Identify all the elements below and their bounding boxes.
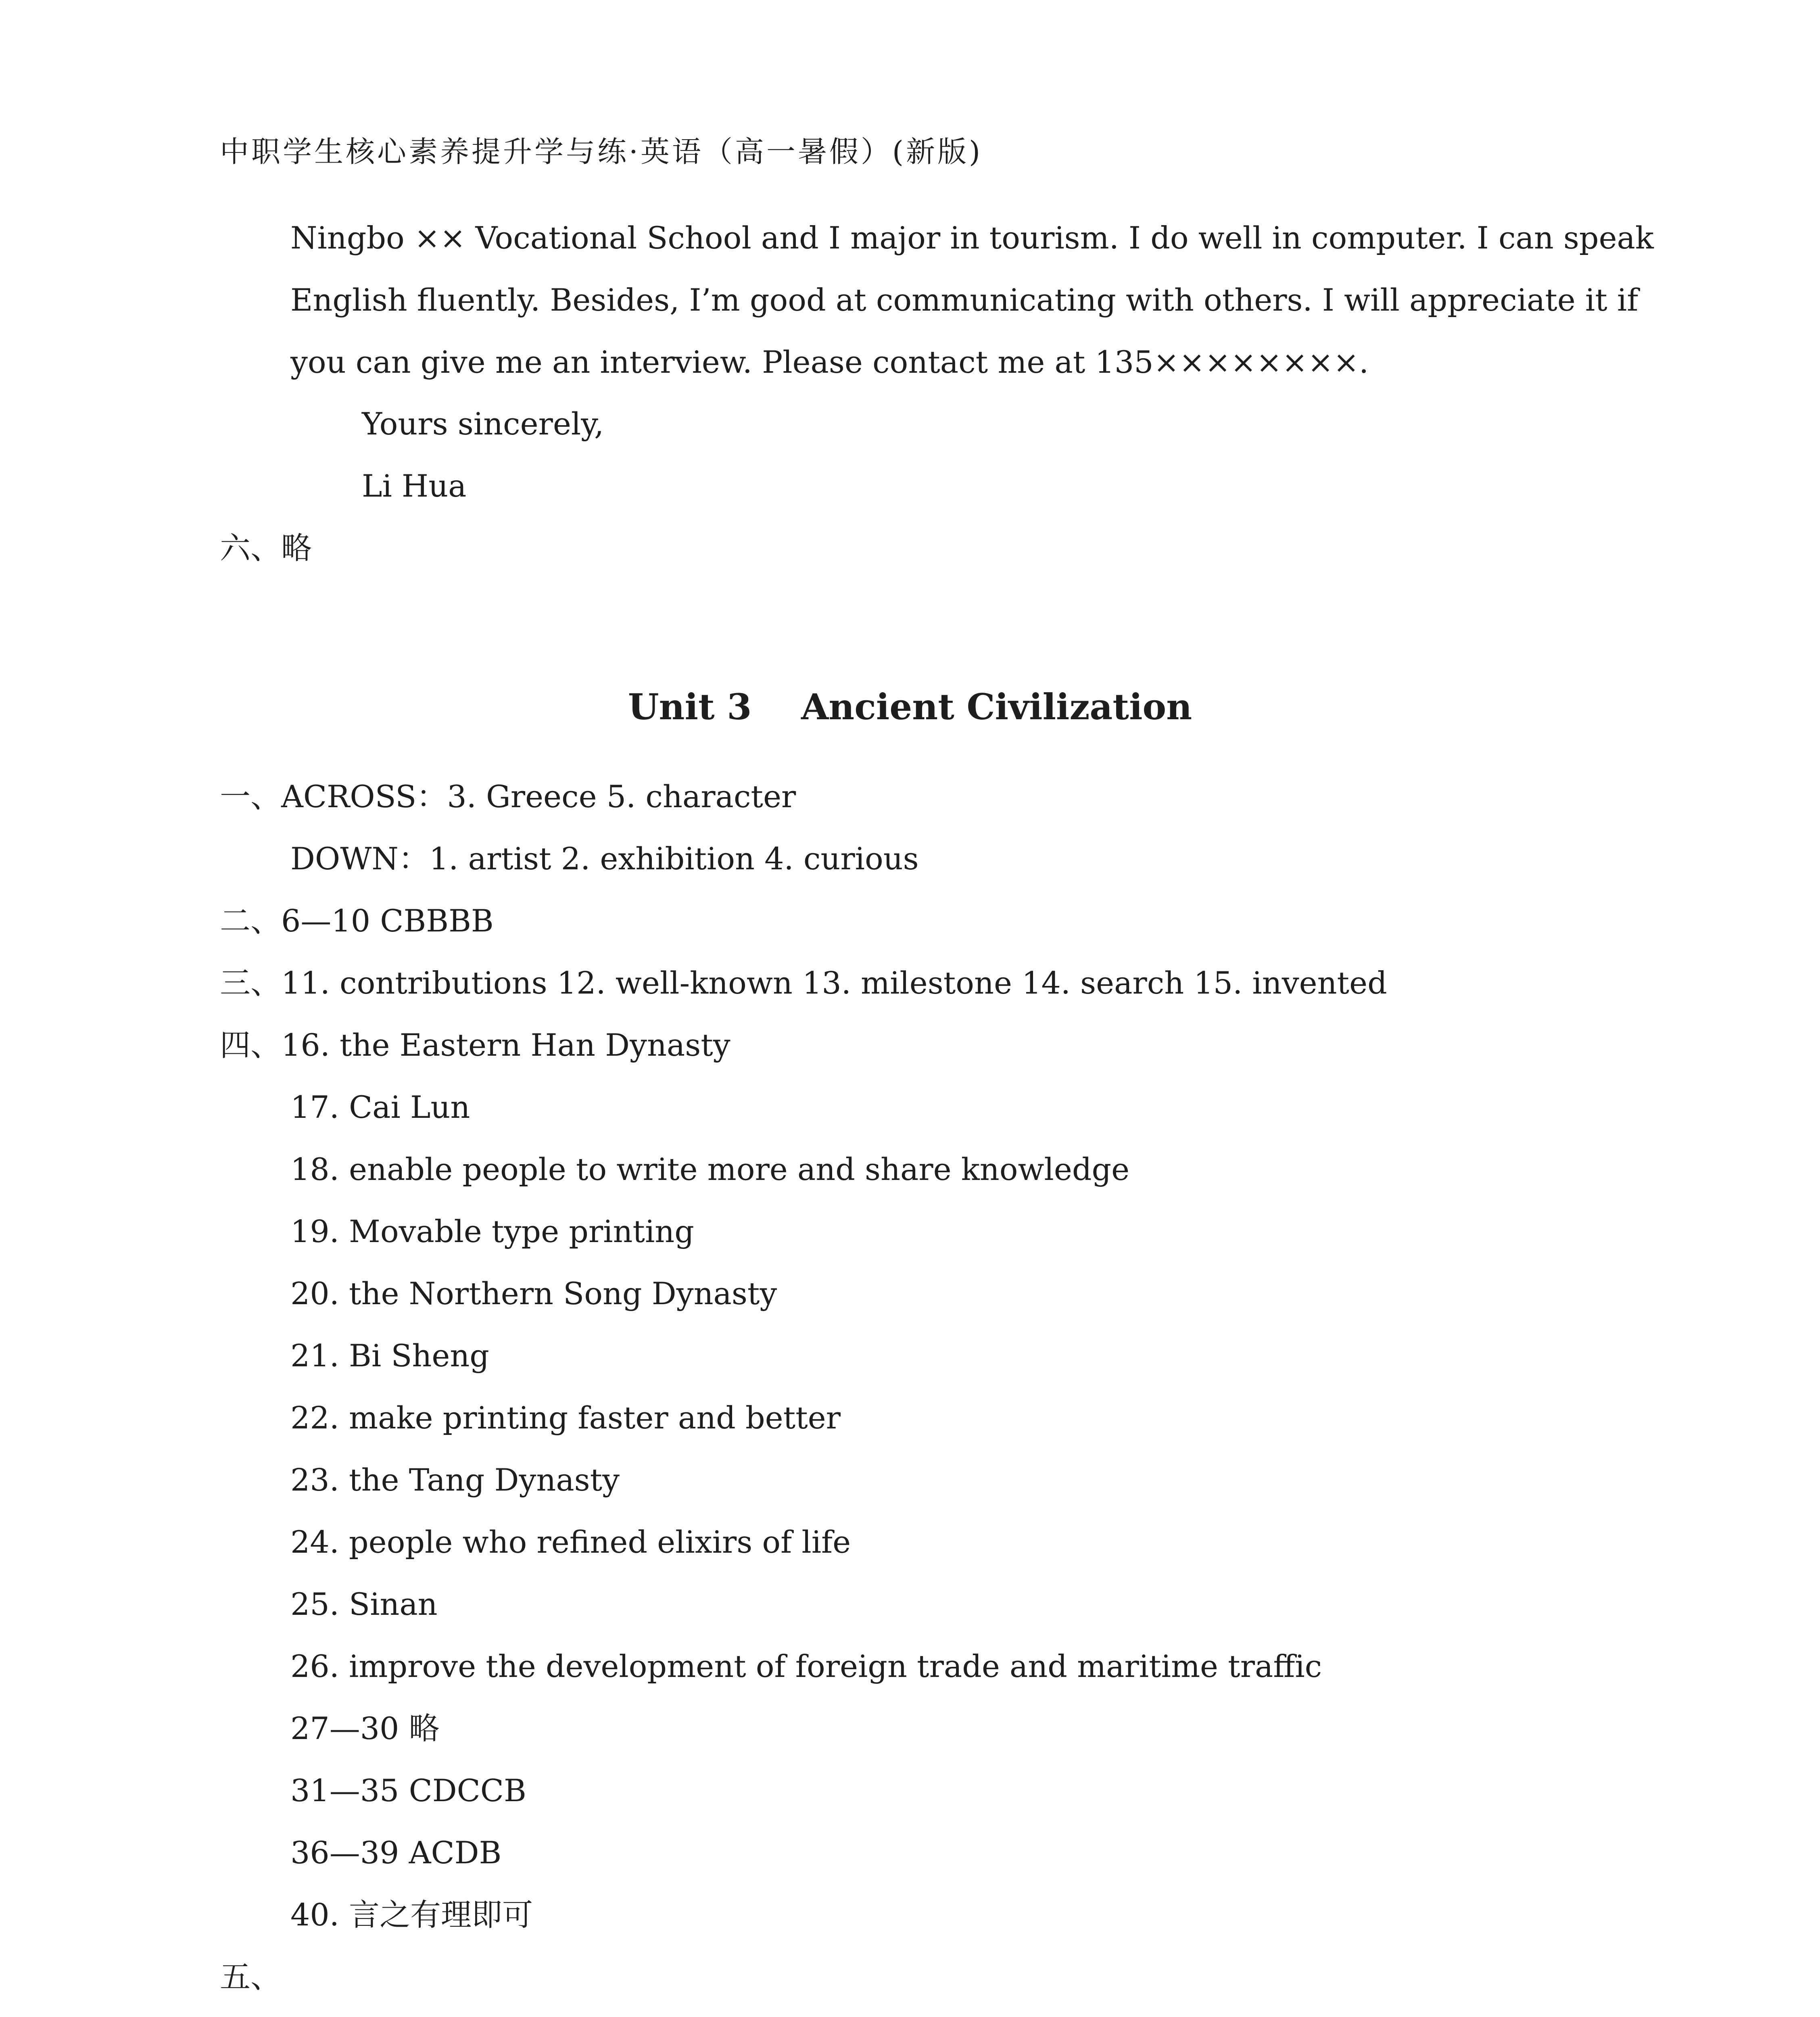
answer-item: 40. 言之有理即可 xyxy=(290,1897,533,1933)
answer-item: 25. Sinan xyxy=(290,1586,438,1622)
answer-item: 17. Cai Lun xyxy=(290,1089,470,1125)
letter-signature: Li Hua xyxy=(362,468,467,504)
answer-item: 21. Bi Sheng xyxy=(290,1338,489,1374)
answer-item-16: 四、16. the Eastern Han Dynasty xyxy=(220,1027,731,1063)
answer-item: 19. Movable type printing xyxy=(290,1213,694,1249)
answer-item: 24. people who refined elixirs of life xyxy=(290,1524,851,1560)
running-header: 中职学生核心素养提升学与练·英语（高一暑假）(新版) xyxy=(220,135,983,169)
letter-line-2: English fluently. Besides, I’m good at communicating with others. I will appreciate it if xyxy=(290,282,1638,318)
section-five-label: 五、 xyxy=(220,1959,281,1995)
answer-item: 27—30 略 xyxy=(290,1710,440,1746)
answer-item: 18. enable people to write more and share knowledge xyxy=(290,1151,1130,1187)
letter-line-3: you can give me an interview. Please contact me at 135××××××××. xyxy=(290,344,1369,380)
answer-item: 22. make printing faster and better xyxy=(290,1400,841,1436)
answer-item: 36—39 ACDB xyxy=(290,1835,502,1871)
answer-item: 23. the Tang Dynasty xyxy=(290,1462,620,1498)
section-six: 六、略 xyxy=(220,530,312,566)
answer-item: 26. improve the development of foreign trade and maritime traffic xyxy=(290,1648,1322,1684)
letter-closing: Yours sincerely, xyxy=(362,406,604,442)
answer-section-three: 三、11. contributions 12. well-known 13. milestone 14. search 15. invented xyxy=(220,965,1387,1001)
answer-item: 20. the Northern Song Dynasty xyxy=(290,1276,777,1311)
answer-section-two: 二、6—10 CBBBB xyxy=(220,903,494,939)
answer-across: 一、ACROSS：3. Greece 5. character xyxy=(220,779,796,814)
letter-line-1: Ningbo ×× Vocational School and I major in tourism. I do well in computer. I can speak xyxy=(290,220,1654,256)
answer-item: 31—35 CDCCB xyxy=(290,1773,526,1808)
unit-title: Unit 3 Ancient Civilization xyxy=(628,686,1192,728)
answer-down: DOWN：1. artist 2. exhibition 4. curious xyxy=(290,841,919,877)
